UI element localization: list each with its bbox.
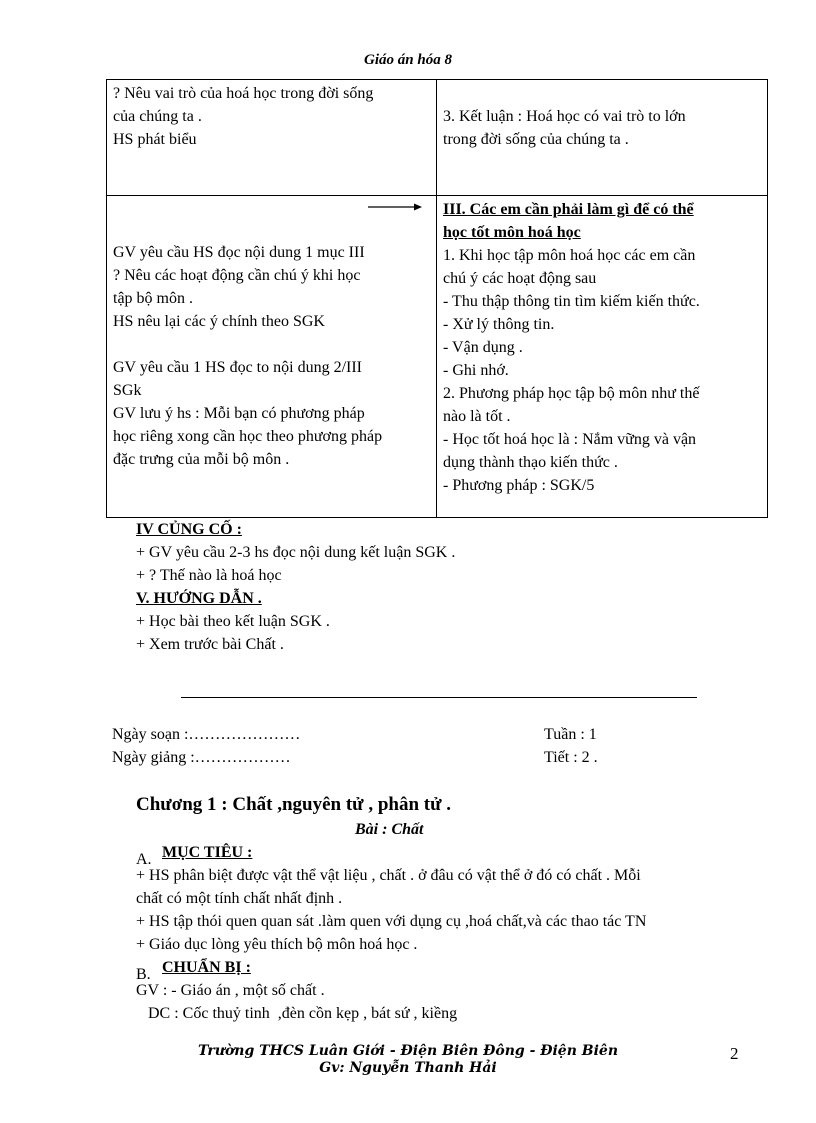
teacher-activity-cell <box>107 80 437 196</box>
muctieu-line: + HS tập thói quen quan sát .làm quen với dụng cụ ,hoá chất,và các thao tác TN <box>136 913 647 930</box>
content-cell <box>437 196 768 518</box>
text-line: - Vận dụng . <box>443 339 523 356</box>
text-line: HS nêu lại các ý chính theo SGK <box>113 313 325 330</box>
page-number: 2 <box>730 1044 739 1063</box>
muctieu-line: chất có một tính chất nhất định . <box>136 890 343 907</box>
muctieu-heading: MỤC TIÊU : <box>162 844 253 861</box>
text-line: trong đời sống của chúng ta . <box>443 131 629 148</box>
text-line: - Học tốt hoá học là : Nắm vững và vận <box>443 431 697 448</box>
footer-teacher: Gv: Nguyễn Thanh Hải <box>319 1060 497 1076</box>
huongdan-item: + Xem trước bài Chất . <box>136 636 284 653</box>
text-line: ? Nêu vai trò của hoá học trong đời sống <box>113 85 374 102</box>
text-line: - Ghi nhớ. <box>443 362 509 379</box>
text-line: - Phương pháp : SGK/5 <box>443 477 595 494</box>
content-cell <box>437 80 768 196</box>
cungco-item: + ? Thế nào là hoá học <box>136 567 282 584</box>
text-line: ? Nêu các hoạt động cần chú ý khi học <box>113 267 361 284</box>
table-row <box>107 196 768 518</box>
chuanbi-line: GV : - Giáo án , một số chất . <box>136 982 325 999</box>
footer-school: Trường THCS Luân Giới - Điện Biên Đông - Điện Biên <box>197 1043 619 1059</box>
text-line: nào là tốt . <box>443 408 511 425</box>
text-line: 1. Khi học tập môn hoá học các em cần <box>443 247 696 264</box>
text-line: - Thu thập thông tin tìm kiếm kiến thức. <box>443 293 700 310</box>
arrow-row <box>113 198 430 218</box>
teacher-activity-cell <box>107 196 437 518</box>
lesson-title: Bài : Chất <box>355 821 424 838</box>
divider <box>181 697 697 698</box>
muctieu-line: + Giáo dục lòng yêu thích bộ môn hoá học . <box>136 936 418 953</box>
text-line: GV lưu ý hs : Mỗi bạn có phương pháp <box>113 405 365 422</box>
chuanbi-heading: CHUẨN BỊ : <box>162 959 251 976</box>
text-line: GV yêu cầu HS đọc nội dung 1 mục III <box>113 244 365 261</box>
text-line: của chúng ta . <box>113 108 202 125</box>
ngay-giang: Ngày giảng :……………… <box>112 749 291 766</box>
arrow-right-icon <box>368 202 422 212</box>
tiet: Tiết : 2 . <box>544 749 598 766</box>
text-line: SGk <box>113 382 142 399</box>
page-header: Giáo án hóa 8 <box>364 52 452 68</box>
chuanbi-letter: B. <box>136 966 151 983</box>
text-line: 2. Phương pháp học tập bộ môn như thế <box>443 385 700 402</box>
section-heading: III. Các em cần phải làm gì để có thể <box>443 201 694 218</box>
table-row <box>107 80 768 196</box>
muctieu-line: + HS phân biệt được vật thể vật liệu , chất . ở đâu có vật thể ở đó có chất . Mỗi <box>136 867 641 884</box>
huongdan-item: + Học bài theo kết luận SGK . <box>136 613 330 630</box>
lesson-table <box>106 79 768 518</box>
cungco-heading: IV CỦNG CỐ : <box>136 521 242 538</box>
section-heading: học tốt môn hoá học <box>443 224 581 241</box>
tuan: Tuần : 1 <box>544 726 597 743</box>
huongdan-heading: V. HƯỚNG DẪN . <box>136 590 262 607</box>
ngay-soan: Ngày soạn :………………… <box>112 726 301 743</box>
text-line: đặc trưng của mỗi bộ môn . <box>113 451 290 468</box>
cungco-item: + GV yêu cầu 2-3 hs đọc nội dung kết luận SGK . <box>136 544 456 561</box>
text-line: dụng thành thạo kiến thức . <box>443 454 618 471</box>
text-line: HS phát biểu <box>113 131 197 148</box>
text-line: tập bộ môn . <box>113 290 193 307</box>
text-line: học riêng xong cần học theo phương pháp <box>113 428 383 445</box>
text-line: chú ý các hoạt động sau <box>443 270 597 287</box>
text-line: GV yêu cầu 1 HS đọc to nội dung 2/III <box>113 359 362 376</box>
muctieu-letter: A. <box>136 851 152 868</box>
chapter-title: Chương 1 : Chất ,nguyên tử , phân tử . <box>136 794 452 815</box>
chuanbi-line: DC : Cốc thuỷ tinh ,đèn cồn kẹp , bát sứ , kiềng <box>136 1005 458 1022</box>
text-line: - Xử lý thông tin. <box>443 316 555 333</box>
text-line: 3. Kết luận : Hoá học có vai trò to lớn <box>443 108 686 125</box>
